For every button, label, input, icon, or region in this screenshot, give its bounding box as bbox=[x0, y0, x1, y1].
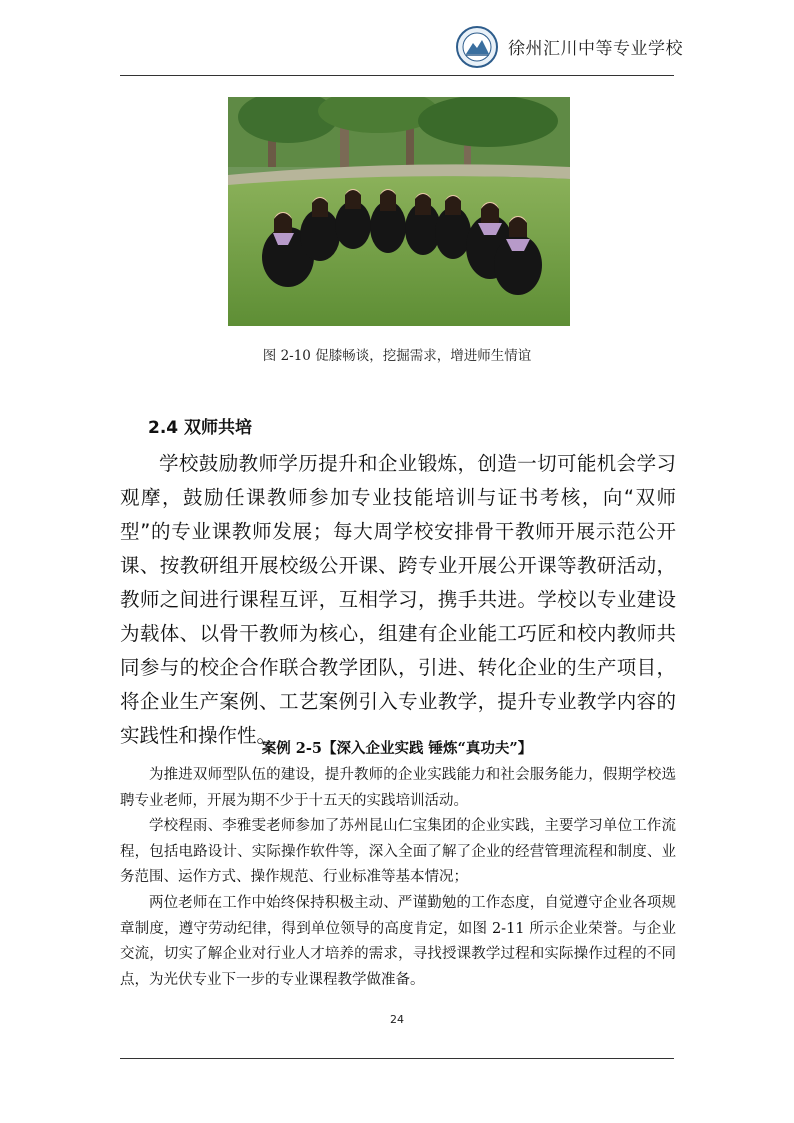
school-name: 徐州汇川中等专业学校 bbox=[508, 39, 683, 59]
school-emblem-icon bbox=[456, 26, 498, 68]
body-paragraph: 学校鼓励教师学历提升和企业锻炼，创造一切可能机会学习观摩，鼓励任课教师参加专业技能培训与证书考核，向“双师型”的专业课教师发展；每大周学校安排骨干教师开展示范公开课、按教研组开展校级公开课、跨专业开展公开课等教研活动，教师之间进行课程互评，互相学习，携手共进。学校以专业建设为载体、以骨干教师为核心，组建有企业能工巧匠和校内教师共同参与的校企合作联合教学团队，引进、转化企业的生产项目，将企业生产案例、工艺案例引入专业教学，提升专业教学内容的实践性和操作性。 bbox=[120, 452, 676, 747]
section-heading: 2.4 双师共培 bbox=[148, 418, 253, 438]
case-paragraph: 学校程雨、李雅雯老师参加了苏州昆山仁宝集团的企业实践，主要学习单位工作流程，包括电路设计、实际操作软件等，深入全面了解了企业的经营管理流程和制度、业务范围、运作方式、操作规范、行业标准等基本情况； bbox=[120, 818, 676, 886]
figure-caption: 图 2-10 促膝畅谈，挖掘需求，增进师生情谊 bbox=[262, 348, 532, 364]
graduation-photo bbox=[228, 97, 570, 326]
page-header bbox=[120, 22, 683, 74]
case-body bbox=[120, 763, 676, 993]
section-body bbox=[120, 447, 676, 753]
footer-divider bbox=[120, 1058, 674, 1059]
case-heading: 案例 2-5【深入企业实践 锤炼“真功夫”】 bbox=[261, 740, 533, 757]
page-number: 24 bbox=[390, 1013, 404, 1026]
case-paragraph: 为推进双师型队伍的建设，提升教师的企业实践能力和社会服务能力，假期学校选聘专业老师，开展为期不少于十五天的实践培训活动。 bbox=[120, 767, 676, 809]
header-divider bbox=[120, 75, 674, 76]
case-paragraph: 两位老师在工作中始终保持积极主动、严谨勤勉的工作态度，自觉遵守企业各项规章制度，遵守劳动纪律，得到单位领导的高度肯定，如图 2-11 所示企业荣誉。与企业交流，切实了解企业对行业人才培养的需求，寻找授课教学过程和实际操作过程的不同点，为光伏专业下一步的专业课程教学做准备。 bbox=[120, 894, 676, 988]
